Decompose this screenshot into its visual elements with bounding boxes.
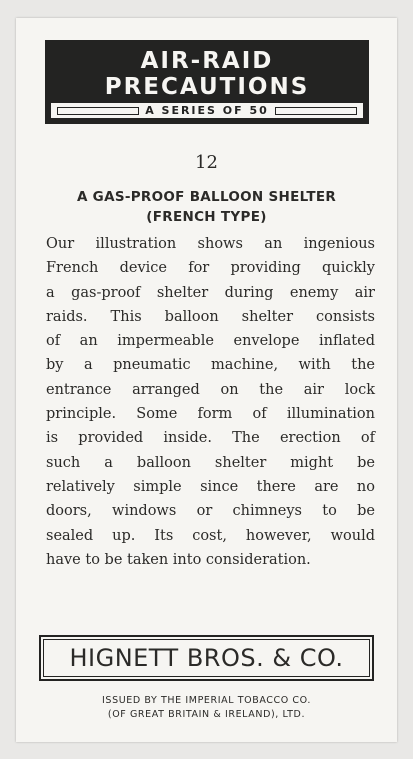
banner-title-line1: AIR-RAID: [140, 48, 274, 74]
body-line: relatively simple since there are no: [46, 478, 375, 495]
body-line: principle. Some form of illumination: [46, 406, 375, 423]
body-line: Our illustration shows an ingenious: [46, 236, 375, 252]
series-label: A SERIES OF 50: [145, 104, 269, 117]
body-line: by a pneumatic machine, with the: [46, 357, 375, 374]
issuer-line1: ISSUED BY THE IMPERIAL TOBACCO CO.: [102, 695, 311, 706]
body-line: have to be taken into consideration.: [46, 551, 311, 568]
body-line: is provided inside. The erection of: [46, 430, 375, 447]
body-line: a gas-proof shelter during enemy air: [46, 284, 375, 301]
body-line: doors, windows or chimneys to be: [46, 503, 375, 520]
body-line: entrance arranged on the air lock: [46, 381, 375, 398]
card-number: 12: [195, 152, 218, 173]
title-banner: [45, 40, 369, 124]
heading-line1: A GAS-PROOF BALLOON SHELTER: [76, 189, 337, 205]
brand-box: [39, 635, 374, 681]
left-rule: [57, 107, 139, 115]
cigarette-card: [16, 18, 397, 742]
issuer-line2: (OF GREAT BRITAIN & IRELAND), LTD.: [107, 709, 306, 720]
banner-title-line2: PRECAUTIONS: [104, 74, 310, 100]
body-line: sealed up. Its cost, however, would: [46, 527, 375, 544]
right-rule: [275, 107, 357, 115]
body-line: French device for providing quickly: [46, 260, 375, 277]
description-text: [46, 232, 375, 572]
body-line: of an impermeable envelope inflated: [46, 333, 375, 350]
heading-line2: (FRENCH TYPE): [146, 209, 267, 225]
card-heading: [16, 187, 397, 227]
body-line: such a balloon shelter might be: [46, 454, 375, 471]
brand-name: HIGNETT BROS. & CO.: [43, 639, 370, 677]
issuer-note: [16, 694, 397, 722]
body-line: raids. This balloon shelter consists: [46, 308, 375, 325]
series-strip: [51, 103, 363, 118]
